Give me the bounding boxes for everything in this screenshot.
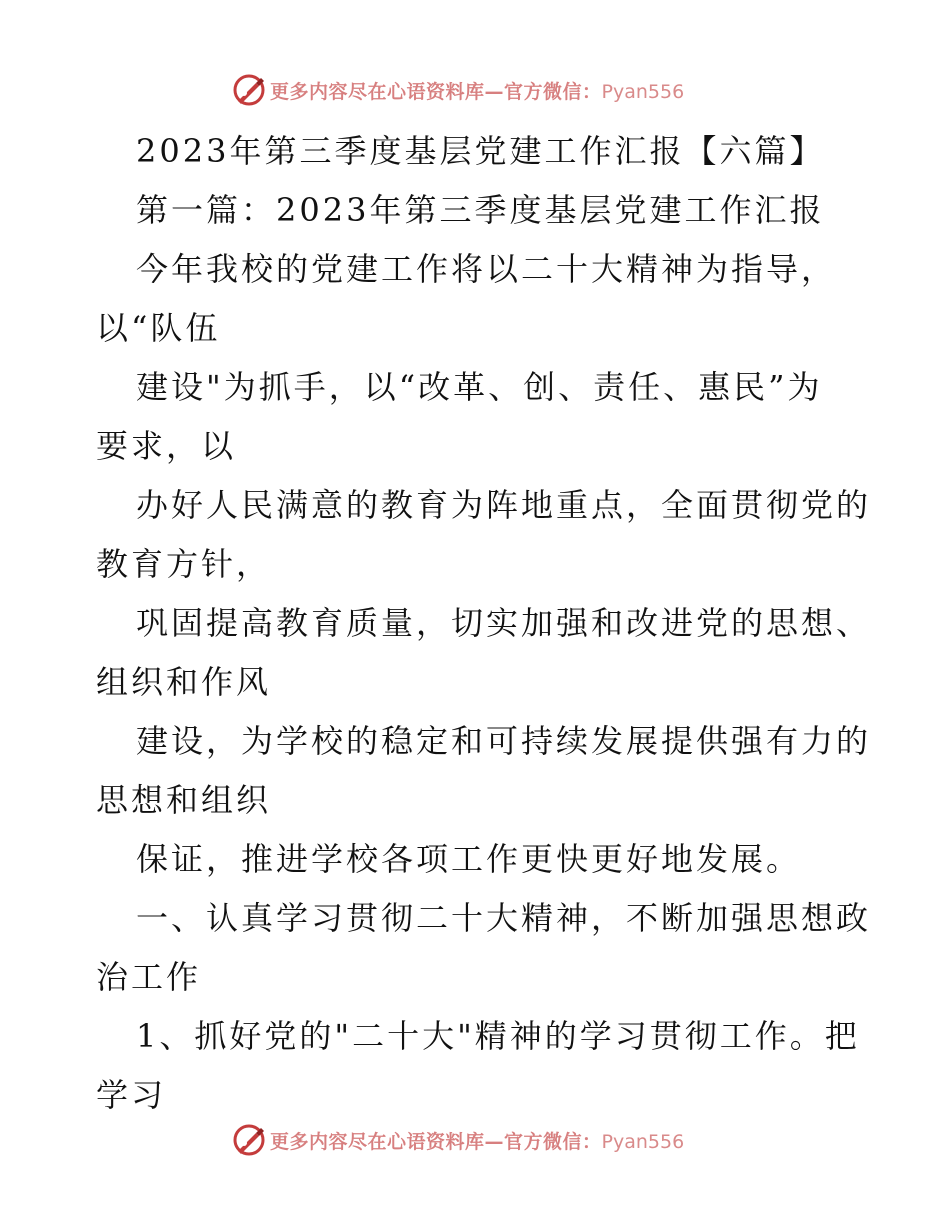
header-banner-text: 更多内容尽在心语资料库—官方微信： — [270, 80, 602, 103]
section-heading: 第一篇：2023年第三季度基层党建工作汇报 — [136, 191, 825, 229]
subsection-heading: 一、认真学习贯彻二十大精神，不断加强思想政 — [136, 899, 872, 937]
subsection-heading-cont: 治工作 — [96, 958, 202, 996]
document-body — [96, 122, 876, 1125]
pen-logo-icon — [232, 73, 266, 107]
paragraph-line: 建设，为学校的稳定和可持续发展提供强有力的 — [136, 722, 872, 760]
header-banner — [232, 72, 684, 108]
header-banner-account: Pyan556 — [601, 80, 685, 103]
paragraph-line: 保证，推进学校各项工作更快更好地发展。 — [136, 840, 802, 878]
footer-banner-account: Pyan556 — [601, 1130, 685, 1153]
paragraph-line: 1、抓好党的"二十大"精神的学习贯彻工作。把 — [136, 1017, 860, 1055]
document-title: 2023年第三季度基层党建工作汇报【六篇】 — [136, 132, 825, 170]
paragraph-line: 以“队伍 — [96, 309, 221, 347]
footer-banner-text: 更多内容尽在心语资料库—官方微信： — [270, 1130, 602, 1153]
footer-banner — [232, 1122, 684, 1158]
paragraph-line: 组织和作风 — [96, 663, 272, 701]
pen-logo-icon — [232, 1123, 266, 1157]
paragraph-line: 办好人民满意的教育为阵地重点，全面贯彻党的 — [136, 486, 872, 524]
paragraph-line: 教育方针， — [96, 545, 272, 583]
paragraph-line: 要求，以 — [96, 427, 237, 465]
paragraph-line: 学习 — [96, 1076, 167, 1114]
paragraph-line: 建设"为抓手，以“改革、创、责任、惠民”为 — [136, 368, 823, 406]
paragraph-line: 今年我校的党建工作将以二十大精神为指导， — [136, 250, 837, 288]
paragraph-line: 思想和组织 — [96, 781, 272, 819]
paragraph-line: 巩固提高教育质量，切实加强和改进党的思想、 — [136, 604, 872, 642]
